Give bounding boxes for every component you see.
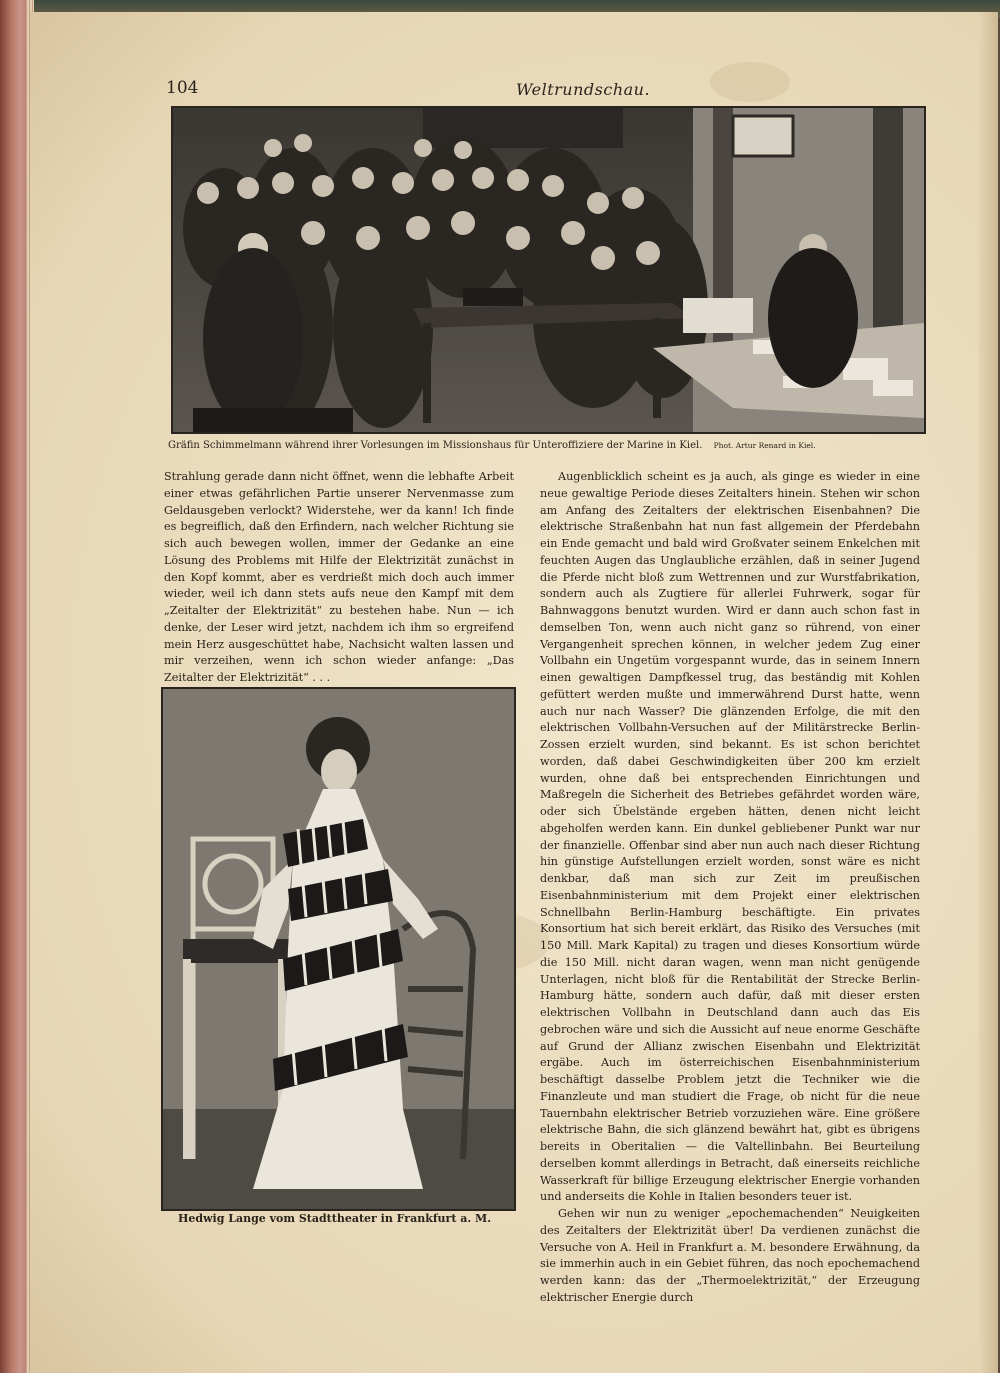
classroom-photograph bbox=[171, 106, 926, 434]
right-paragraph-2: Gehen wir nun zu weniger „epochemachenden“ Neuigkeiten des Zeitalters der Elektrizität über! Da verdienen zunächst die Versuche von A. Heil in Frankfurt a. M. besondere Erwähnung, da sie immerhin auch in ein Gebiet führen, das noch epochemachend werden kann: das der „Thermoelektrizität,“ der Erzeugung elektrischer Energie durch bbox=[540, 1207, 920, 1304]
left-paragraph-1: Strahlung gerade dann nicht öffnet, wenn die lebhafte Arbeit einer etwas gefährlichen Partie unserer Nervenmasse zum Geldausgeben verlockt? Widerstehe, wer da kann! Ich finde es begreiflich, daß den Erfindern, nach welcher Richtung sie sich auch bewegen wollen, immer der Gedanke an eine Lösung des Problems mit Hilfe der Elektrizität zunächst in den Kopf kommt, aber es verdrießt mich doch auch immer wieder, weil ich dann stets aufs neue den Kampf mit dem „Zeitalter der Elektrizität“ zu bestehen habe. Nun — ich denke, der Leser wird jetzt, nachdem ich ihm so ergreifend mein Herz ausgeschüttet habe, Nachsicht walten lassen und mir verzeihen, wenn ich schon wieder anfange: „Das Zeitalter der Elektrizität“ . . . bbox=[164, 470, 514, 684]
running-title: Weltrundschau. bbox=[516, 80, 651, 99]
right-paragraph-1: Augenblicklich scheint es ja auch, als ginge es wieder in eine neue gewaltige Periode dieses Zeitalters hinein. Stehen wir schon am Anfang des Zeitalters der elektrischen Eisenbahnen? Die elektrische Straßenbahn hat nun fast allgemein der Pferdebahn ein Ende gemacht und bald wird Großvater seinem Enkelchen mit feuchten Augen das Unglaubliche erzählen, daß in seiner Jugend die Pferde nicht bloß zum Wettrennen und zur Wurstfabrikation, sondern auch als Zugtiere für allerlei Fuhrwerk, sogar für Bahnwaggons benutzt wurden. Wird er dann auch schon fast in demselben Ton, wenn auch nicht ganz so rührend, von einer Vergangenheit sprechen können, in welcher jedem Zug einer Vollbahn ein Ungetüm vorgespannt wurde, das in seinem Innern einen gewaltigen Dampfkessel trug, das beständig mit Kohlen gefüttert werden mußte und immerwährend Durst hatte, wenn auch nur nach Wasser? Die glänzenden Erfolge, die mit den elektrischen Vollbahn-Versuchen auf der Militärstrecke Berlin-Zossen erzielt wurden, sind bekannt. Es ist schon berichtet worden, daß dabei Geschwindigkeiten über 200 km erzielt wurden, ohne daß bei entsprechenden Einrichtungen und Maßregeln die Sicherheit des Betriebes gefährdet worden wäre, oder sich Übelstände ergeben hätten, denen nicht leicht abgeholfen werden kann. Ein dunkel gebliebener Punkt war nur der finanzielle. Offenbar sind aber nun auch nach dieser Richtung hin günstige Aufstellungen erzielt worden, sonst wäre es nicht denkbar, daß man sich zur Zeit im preußischen Eisenbahnministerium mit dem Projekt einer elektrischen Schnellbahn Berlin-Hamburg beschäftigte. Ein privates Konsortium hat sich bereit erklärt, das Risiko des Versuches (mit 150 Mill. Mark Kapital) zu tragen und dieses Konsortium würde die 150 Mill. nicht daran wagen, wenn man nicht genügende Unterlagen, nicht bloß für die Rentabilität der Strecke Berlin-Hamburg hätte, sondern auch dafür, daß mit dieser ersten elektrischen Vollbahn in Deutschland dann auch das Eis gebrochen wäre und sich die Aussicht auf neue enorme Geschäfte auf Grund der Allianz zwischen Eisenbahn und Elektrizität ergäbe. Auch im österreichischen Eisenbahnministerium beschäftigt dasselbe Problem jetzt die Techniker wie die Finanzleute und man studiert die Frage, ob nicht für die neue Tauernbahn elektrischer Betrieb vorzuziehen wäre. Eine größere elektrische Bahn, die sich glänzend bewährt hat, gibt es übrigens bereits in Oberitalien — die Valtellinbahn. Bei Beurteilung derselben kommt allerdings in Betracht, daß einerseits reichliche Wasserkraft für billige Erzeugung elektrischer Energie vorhanden und anderseits die Kohle in Italien besonders teuer ist. bbox=[540, 470, 920, 1204]
book-spine-edge bbox=[0, 0, 34, 1373]
page-number: 104 bbox=[166, 78, 199, 98]
left-text-column bbox=[164, 469, 514, 687]
top-photo-credit: Phot. Artur Renard in Kiel. bbox=[713, 441, 816, 450]
right-text-column bbox=[540, 469, 920, 1307]
classroom-photo-image bbox=[173, 108, 924, 432]
page-right-edge bbox=[978, 12, 998, 1373]
portrait-photo-image bbox=[163, 689, 514, 1209]
top-photo-caption-text: Gräfin Schimmelmann während ihrer Vorlesungen im Missionshaus für Unteroffiziere der Marine in Kiel. bbox=[168, 440, 703, 451]
top-photo-caption bbox=[168, 440, 934, 456]
page-header bbox=[166, 70, 946, 100]
portrait-photograph bbox=[161, 687, 516, 1211]
bottom-photo-caption: Hedwig Lange vom Stadttheater in Frankfurt a. M. bbox=[178, 1212, 492, 1225]
